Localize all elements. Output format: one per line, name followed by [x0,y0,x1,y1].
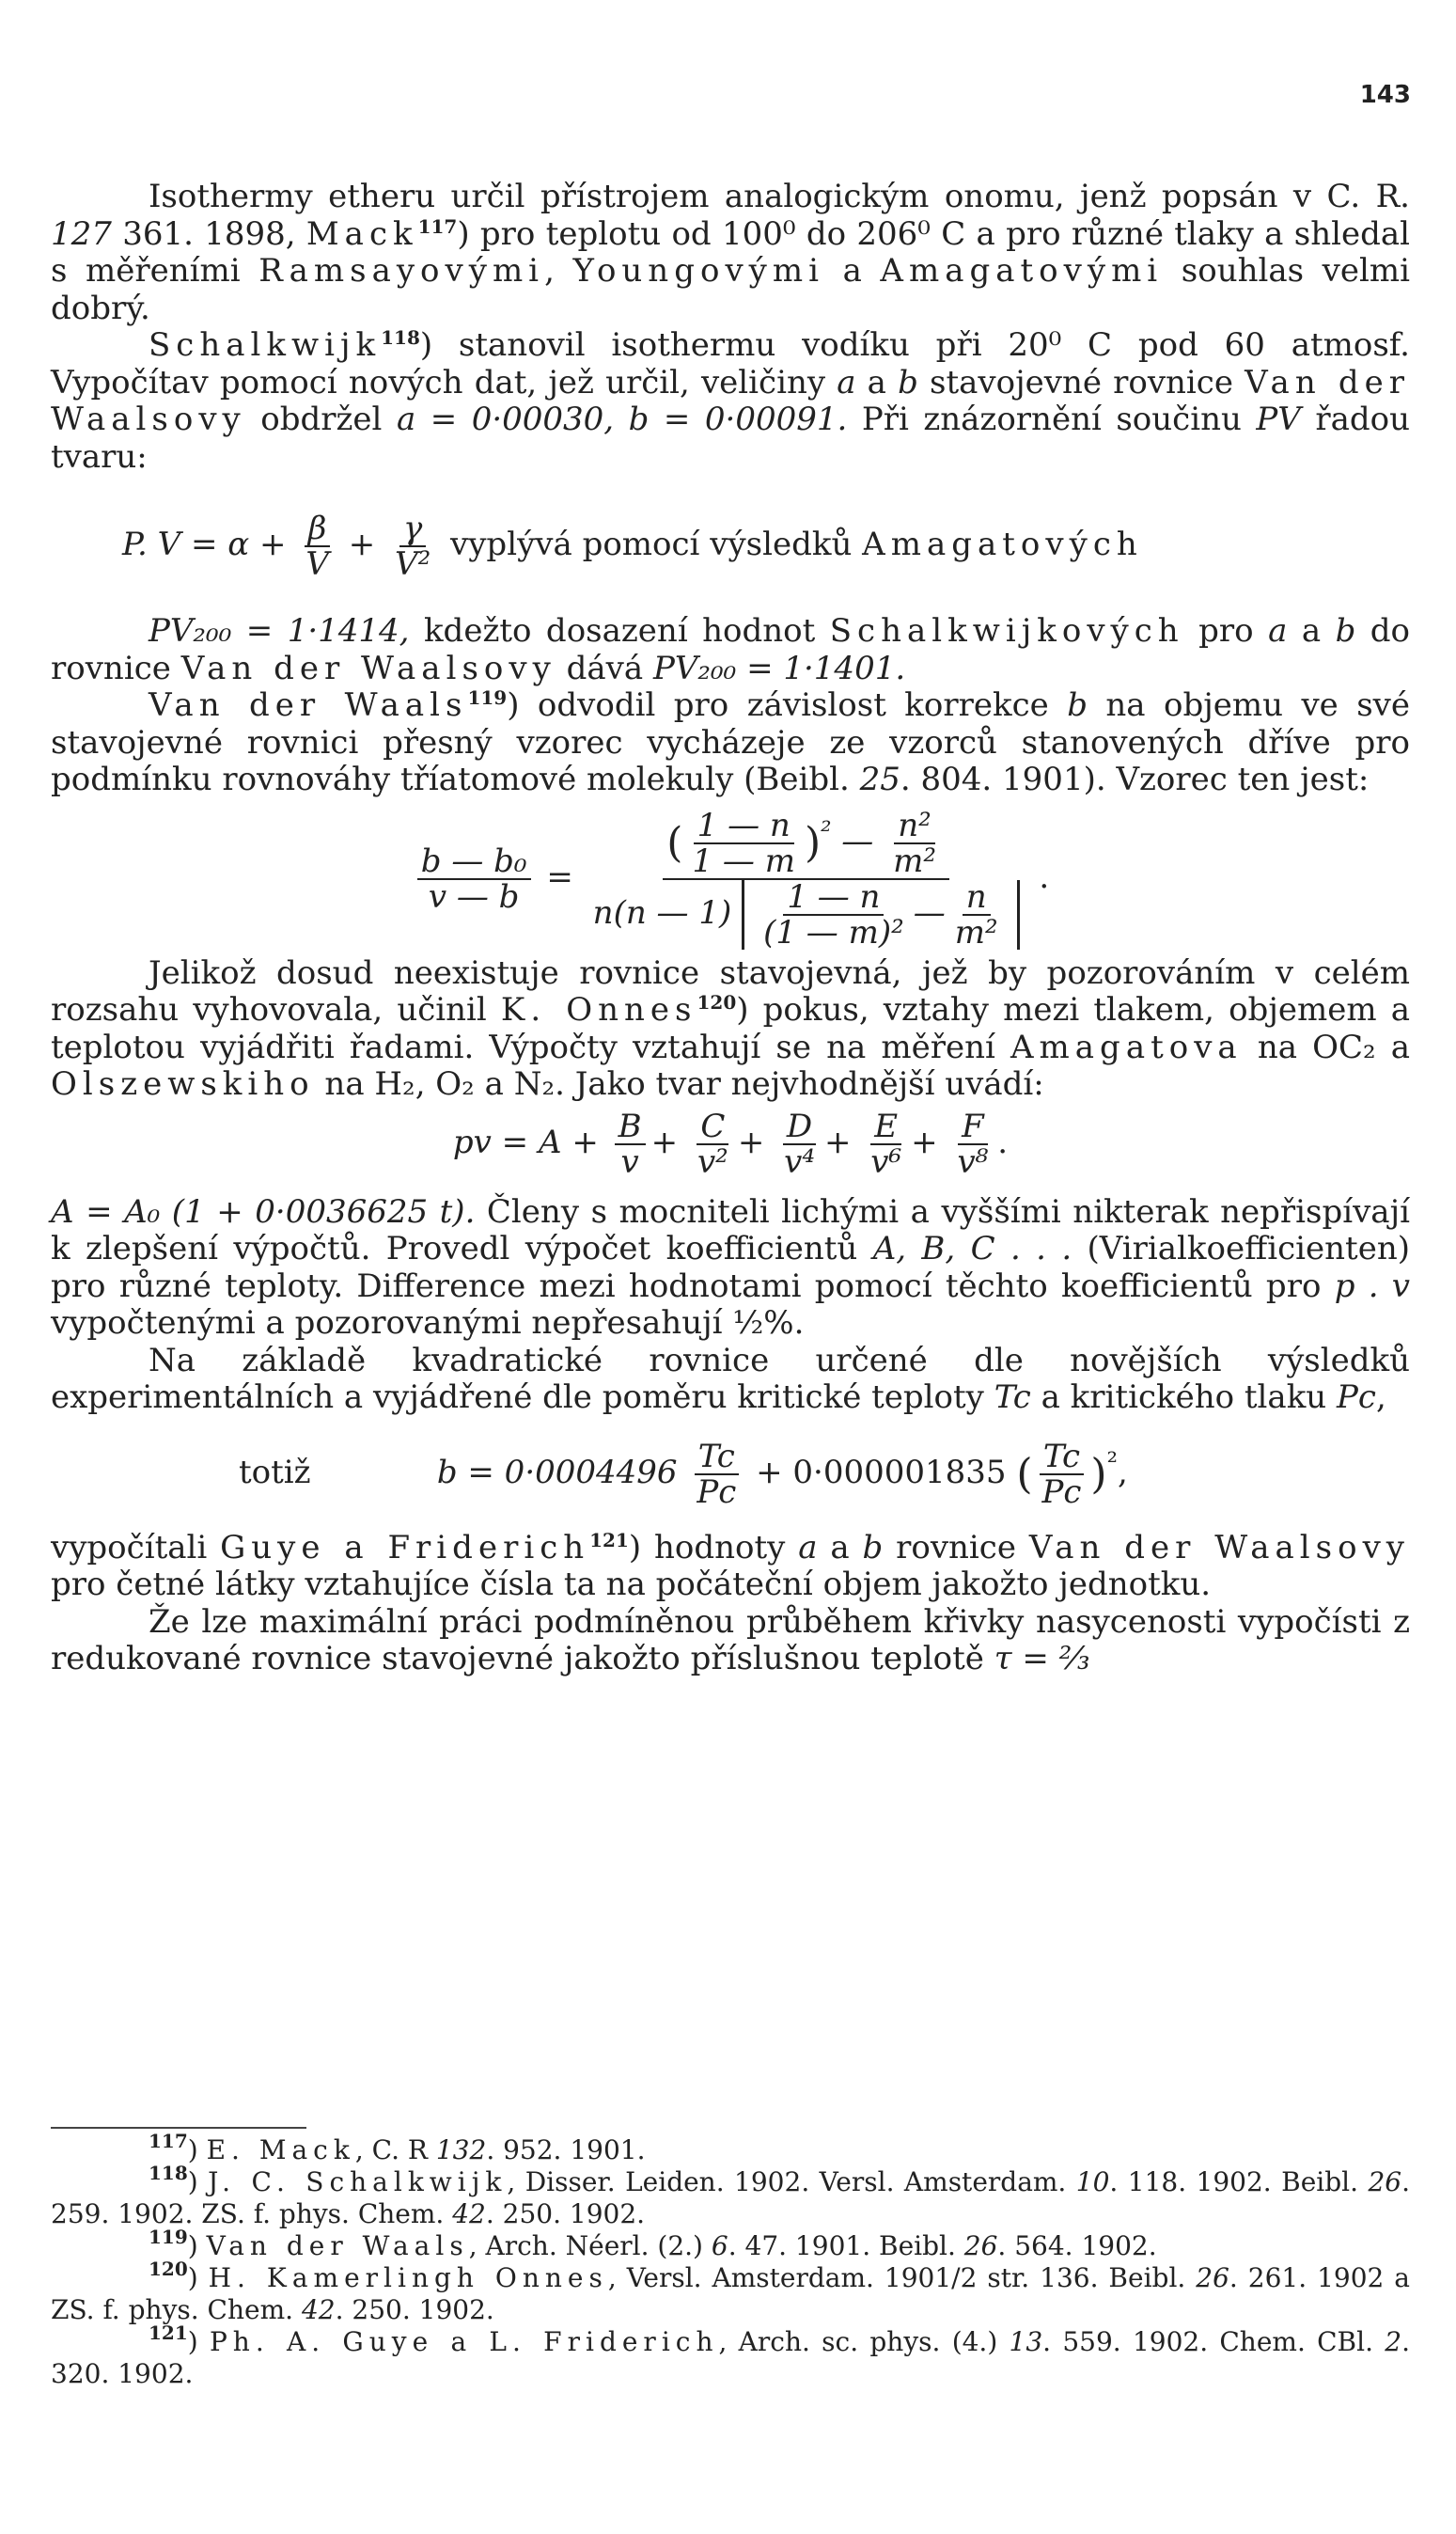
text: a kritického tlaku [1030,1378,1338,1416]
variable: b [1067,686,1088,724]
text: pro [1183,612,1269,650]
text: Isothermy etheru určil přístrojem analogickým onomu, jenž popsán v C. R. [149,178,1410,215]
equation-b-correction: $\frac{\text{b — b₀}}{v — b}$ = ( $\frac{1 — n}{1 — m}$ )$^{^2}$ — $\frac{\text{n²}}{\text{m²}}$ n(n — 1) $\frac{1 — n}{\text{(1 — m)²}}$ — $\frac{n}{\text{m²}}$ . [51,809,1410,950]
author-name: Olszewskiho [51,1065,315,1103]
paragraph-van-der-waals [51,687,1410,799]
paragraph-pv200 [51,613,1410,687]
variable: a [837,363,856,401]
label: totiž [239,1453,311,1491]
inline-equation: A = A₀ (1 + 0·0036625 t). [51,1192,476,1231]
operator: = [546,858,573,896]
volume-number: 25 [859,761,900,798]
footnote: $^{117}$) E. Mack, C. R 132. 952. 1901. [149,2130,646,2165]
author-name: Van der Waalsovy [1028,1528,1411,1566]
text: na H₂, O₂ a N₂. Jako tvar nejvhodnější uvádí: [314,1065,1044,1103]
paragraph-onnes [51,955,1410,1104]
author-name: Van der Waals [149,686,468,724]
author-name: Guye a Friderich [220,1528,590,1566]
inline-equation: a = 0·00030, b = 0·00091. [396,401,848,438]
footnote-ref: 121 [589,1528,629,1551]
text: ) odvodil pro závislost korrekce [507,686,1068,724]
text: a [823,252,881,290]
inline-equation: τ = ⅔ [994,1640,1090,1677]
author-name: Van der Waalsovy [180,649,556,687]
equation-lhs: b = 0·0004496 [436,1453,678,1491]
text: . 804. 1901). Vzorec ten jest: [900,761,1370,798]
author-name: K. Onnes [500,991,697,1029]
variable: b [862,1528,884,1566]
text: (Virialkoefficienten) pro různé teploty. Difference mezi hodnotami pomocí těchto koefficientů pro [51,1230,1410,1305]
text: na objemu ve své stavojevné rovnici přesný vzorec vycházeje ze vzorců stanovených dříve pro podmínku rovnováhy tříatomové molekuly (Beibl. [51,686,1410,798]
text: Při znázornění součinu [847,401,1257,438]
author-name: Youngovými [572,252,824,290]
footnote-ref: 117 [417,214,458,238]
text: , [1375,1378,1386,1416]
text: ) pro teplotu od 100⁰ do 206⁰ C a pro různé tlaky a shledal s měřeními [51,214,1410,290]
equation-lhs: P. V = α + [122,526,287,563]
text: vypočítali [51,1528,221,1566]
main-text [51,179,1410,1678]
footnote: $^{120}$) H. Kamerlingh Onnes, Versl. Amsterdam. 1901/2 str. 136. Beibl. 26. 261. 1902 a ZS. f. phys. Chem. 42. 250. 1902. [51,2258,1410,2325]
text: Na základě kvadratické rovnice určené dle novějších výsledků experimentálních a vyjádřené dle poměru kritické teploty [51,1341,1410,1416]
text: řadou tvaru: [51,401,1410,476]
text: ) hodnoty [628,1528,799,1566]
text: vyplývá pomocí výsledků [450,526,863,563]
footnote: $^{118}$) J. C. Schalkwijk, Disser. Leiden. 1902. Versl. Amsterdam. 10. 118. 1902. Beibl. 26. 259. 1902. ZS. f. phys. Chem. 42. 250. 1902. [51,2162,1411,2229]
inline-equation: PV₂₀₀ = 1·1401. [652,649,906,687]
variable: Pc [1337,1378,1376,1416]
variable: b [898,363,918,401]
footnote-ref: 118 [381,326,420,349]
footnote-ref: 119 [467,686,508,709]
equation-lhs: pv = A + [452,1123,599,1161]
variable: A, B, C . . . [872,1230,1072,1267]
text: obdržel [245,401,397,438]
equation-b-critical: totiž b = 0·0004496 $\frac{Tc}{Pc}$ + 0·000001835 ( $\frac{Tc}{Pc}$ )$^{^2}$, [51,1440,1410,1509]
equation-pv-series [51,512,1410,581]
footnotes [51,2130,1411,2390]
variable: a [1268,612,1288,650]
text: na OC₂ a [1242,1028,1410,1066]
big-fraction: ( $\frac{1 — n}{1 — m}$ )$^{^2}$ — $\frac{\text{n²}}{\text{m²}}$ n(n — 1) $\frac{1 — n}{\text{(1 — m)²}}$ — $\frac{n}{\text{m²}}$ [589,809,1024,950]
text: rovnice [883,1528,1029,1566]
fraction: $\frac{\text{b — b₀}}{v — b}$ [417,844,531,914]
text: a [855,363,899,401]
author-name: Amagatových [862,526,1143,563]
footnote: $^{119}$) Van der Waals, Arch. Néerl. (2.) 6. 47. 1901. Beibl. 26. 564. 1902. [149,2226,1157,2261]
paragraph-guye [51,1530,1410,1604]
paragraph-maximal-work [51,1604,1410,1678]
fraction: $\frac{\gamma}{\text{V²}}$ [395,510,431,583]
fraction: $\frac{\beta}{V}$ [305,510,329,583]
author-name: Van der Waalsovy [51,363,1411,438]
variable: b [1335,612,1356,650]
text: Že lze maximální práci podmíněnou průběhem křivky nasycenosti vypočísti z redukované rovnice stavojevné jakožto příslušnou teplotě [51,1602,1410,1677]
text: ) pokus, vztahy mezi tlakem, objemem a teplotou vyjádřiti řadami. Výpočty vztahují se na měření [51,991,1410,1066]
text: stavojevné rovnice [917,363,1245,401]
volume-number: 127 [51,214,112,253]
paragraph-isothermy [51,179,1410,327]
equation-virial-series: pv = A + $\frac{B}{v}$ + $\frac{C}{\text{v²}}$ + $\frac{D}{\text{v⁴}}$ + $\frac{E}{\text{v⁶}}$ + $\frac{F}{\text{v⁸}}$ . [452,1107,1009,1181]
footnote-ref: 120 [697,991,737,1014]
text: 361. 1898, [111,214,306,253]
inline-equation: PV₂₀₀ = 1·1414, [149,612,410,650]
author-name: Schalkwijkových [829,612,1184,650]
operator: + [348,526,376,563]
text: souhlas velmi dobrý. [51,252,1410,327]
text: Členy s mocniteli lichými a vyššími nikterak nepřispívají k zlepšení výpočtů. Provedl výpočet koefficientů [51,1192,1410,1267]
page-number: 143 [1359,81,1411,109]
variable: a [798,1528,818,1566]
text: do rovnice [51,612,1411,687]
author-name: Schalkwijk [149,326,382,364]
author-name: Amagatovými [880,252,1164,290]
author-name: Mack [305,214,418,253]
paragraph-coefficients [51,1194,1410,1343]
variable: PV [1256,401,1301,438]
footnote-divider [51,2127,306,2129]
text: Jelikož dosud neexistuje rovnice stavojevná, jež by pozorováním v celém rozsahu vyhovovala, učinil [51,953,1410,1029]
text: ) stanovil isothermu vodíku při 20⁰ C pod 60 atmosf. Vypočítav pomocí nových dat, jež určil, veličiny [51,326,1410,401]
text: a [1287,612,1336,650]
paragraph-quadratic [51,1343,1410,1417]
text: vypočtenými a pozorovanými nepřesahují ½%. [51,1304,805,1342]
variable: p . v [1334,1267,1410,1305]
text: , [544,252,573,290]
text: dává [556,649,653,687]
footnote: $^{121}$) Ph. A. Guye a L. Friderich, Arch. sc. phys. (4.) 13. 559. 1902. Chem. CBl. 2. 320. 1902. [51,2322,1410,2389]
variable: Tc [994,1378,1031,1416]
text: a [817,1528,863,1566]
paragraph-schalkwijk [51,327,1410,476]
author-name: Ramsayovými [258,252,545,290]
text: pro četné látky vztahujíce čísla ta na počáteční objem jakožto jednotku. [51,1566,1212,1603]
author-name: Amagatova [1010,1028,1243,1066]
text: kdežto dosazení hodnot [409,612,830,650]
